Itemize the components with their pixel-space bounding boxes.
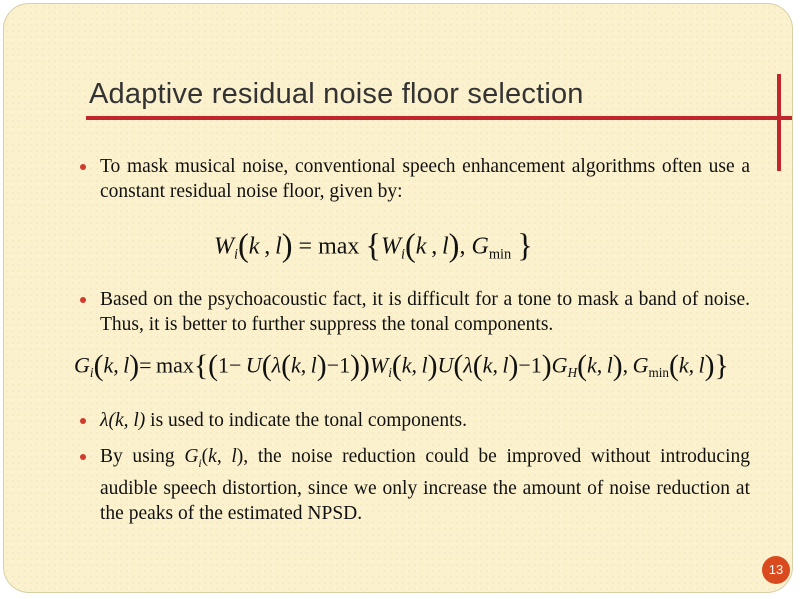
equation-2: $G_i(k$, l)= max{(1− U(λ(k, $l)-1))W_i(k$, l)U(λ(k, $l)-1)G_H(k$, l), $G_{min}(k$, l)}	[74, 350, 729, 382]
bullet-dot-icon	[80, 164, 86, 170]
bullet-3-text: is used to indicate the tonal components.	[145, 410, 467, 431]
title-vertical-accent	[777, 74, 781, 171]
inline-lambda: λ(k, l)	[100, 410, 146, 431]
bullet-dot-icon	[80, 454, 86, 460]
bullet-4-text: , the noise reduction could be improved without introducing audible speech distortion, since we only increase the amount of noise reduction at the peaks of the estimated NPSD.	[100, 446, 751, 524]
slide-title: Adaptive residual noise floor selection	[89, 78, 584, 110]
page-number-badge: 13	[762, 556, 790, 584]
title-underline	[86, 116, 793, 120]
bullet-4-prefix: By using	[100, 446, 185, 467]
bullet-2-text: Based on the psychoacoustic fact, it is difficult for a tone to mask a band of noise. Thus, it is better to further suppress the tonal components.	[100, 289, 750, 335]
bullet-1-text: To mask musical noise, conventional speech enhancement algorithms often use a constant residual noise floor, given by:	[100, 156, 750, 202]
bullet-1	[80, 154, 750, 204]
inline-Gi: $G_i(k$, l)	[184, 446, 244, 470]
bullet-3	[80, 408, 750, 433]
bullet-dot-icon	[80, 418, 86, 424]
slide	[3, 3, 793, 593]
bullet-2	[80, 287, 750, 337]
equation-1: $W_i(k$ , $l) = \max \{W_i(k$ , l), $G_{min}$ }	[214, 228, 533, 264]
bullet-dot-icon	[80, 297, 86, 303]
bullet-4	[80, 444, 750, 526]
